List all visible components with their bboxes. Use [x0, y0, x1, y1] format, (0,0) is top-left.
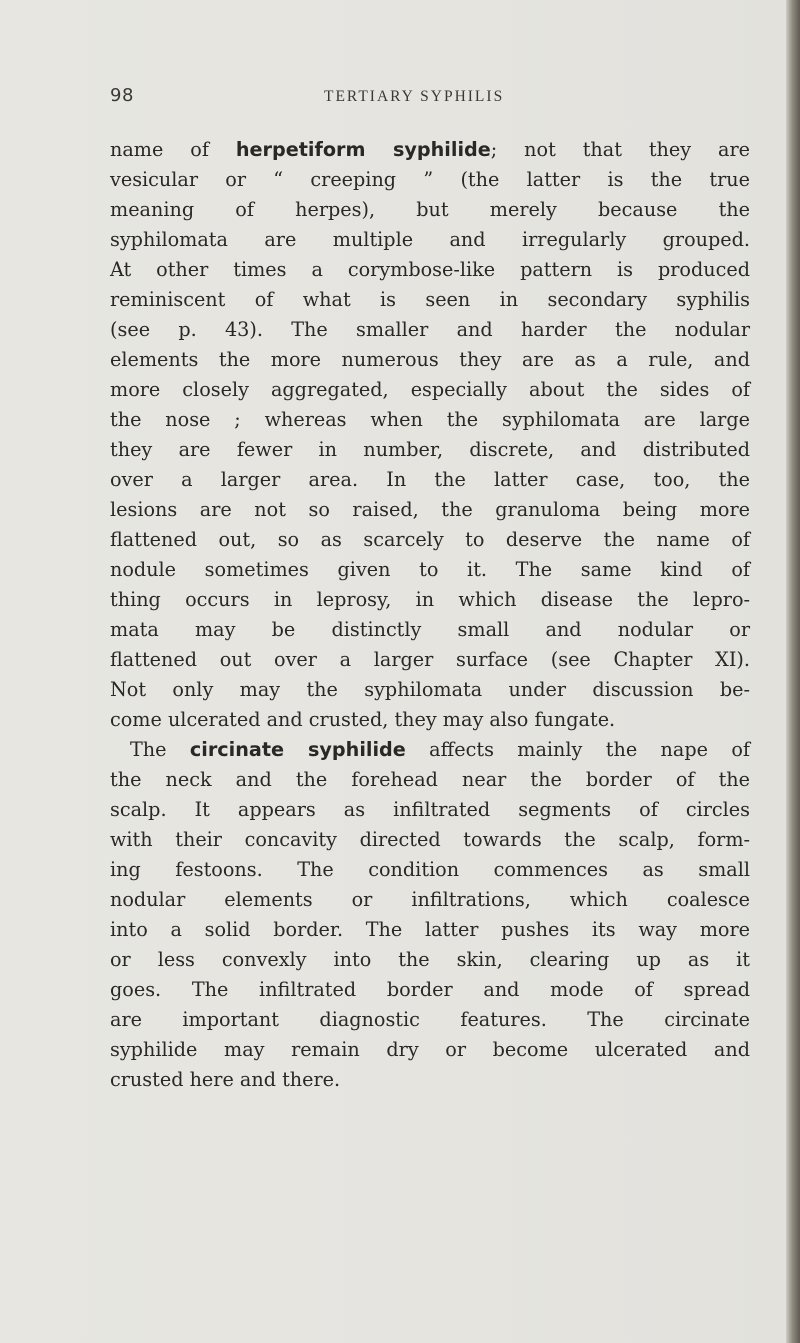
body-text	[110, 135, 750, 1095]
bold-term: herpetiform syphilide	[235, 138, 491, 161]
text-line	[110, 195, 750, 225]
text-line	[110, 435, 750, 465]
text-segment: elements the more numerous they are as a rule, and	[110, 348, 750, 371]
text-line	[110, 735, 750, 765]
text-segment: ing festoons. The condition commences as small	[110, 858, 750, 881]
text-segment: they are fewer in number, discrete, and distributed	[110, 438, 750, 461]
text-line	[110, 975, 750, 1005]
text-line	[110, 285, 750, 315]
page-number: 98	[110, 85, 134, 106]
text-segment: into a solid border. The latter pushes its way more	[110, 918, 750, 941]
text-line	[110, 405, 750, 435]
text-segment: crusted here and there.	[110, 1068, 341, 1091]
text-segment: flattened out over a larger surface (see Chapter XI).	[110, 648, 750, 671]
text-segment: goes. The infiltrated border and mode of spread	[110, 978, 750, 1001]
text-line	[110, 1065, 750, 1095]
text-segment: affects mainly the nape of	[405, 738, 751, 761]
text-line	[110, 705, 750, 735]
text-segment: nodule sometimes given to it. The same kind of	[110, 558, 750, 581]
text-line	[110, 885, 750, 915]
text-line	[110, 585, 750, 615]
page-header	[110, 85, 750, 115]
text-segment: with their concavity directed towards the scalp, form-	[110, 828, 750, 851]
text-segment: come ulcerated and crusted, they may also fungate.	[110, 708, 616, 731]
text-line	[110, 915, 750, 945]
text-segment: vesicular or “ creeping ” (the latter is the true	[110, 168, 750, 191]
text-line	[110, 555, 750, 585]
text-line	[110, 1035, 750, 1065]
text-segment: syphilomata are multiple and irregularly grouped.	[110, 228, 750, 251]
text-line	[110, 675, 750, 705]
text-segment: At other times a corymbose-like pattern is produced	[110, 258, 750, 281]
text-line	[110, 645, 750, 675]
text-line	[110, 525, 750, 555]
text-line	[110, 1005, 750, 1035]
text-segment: the neck and the forehead near the border of the	[110, 768, 750, 791]
text-line	[110, 795, 750, 825]
text-line	[110, 375, 750, 405]
text-segment: flattened out, so as scarcely to deserve the name of	[110, 528, 750, 551]
text-segment: are important diagnostic features. The circinate	[110, 1008, 750, 1031]
text-line	[110, 825, 750, 855]
text-line	[110, 615, 750, 645]
text-segment: over a larger area. In the latter case, too, the	[110, 468, 750, 491]
text-segment: thing occurs in leprosy, in which disease the lepro-	[110, 588, 750, 611]
text-segment: The	[130, 738, 190, 761]
text-line	[110, 225, 750, 255]
text-line	[110, 315, 750, 345]
text-segment: more closely aggregated, especially about the sides of	[110, 378, 750, 401]
running-head: TERTIARY SYPHILIS	[324, 88, 505, 105]
text-line	[110, 765, 750, 795]
text-segment: scalp. It appears as infiltrated segments of circles	[110, 798, 750, 821]
text-segment: reminiscent of what is seen in secondary syphilis	[110, 288, 750, 311]
text-segment: or less convexly into the skin, clearing up as it	[110, 948, 750, 971]
text-line	[110, 945, 750, 975]
text-segment: Not only may the syphilomata under discussion be-	[110, 678, 750, 701]
text-line	[110, 135, 750, 165]
text-line	[110, 465, 750, 495]
text-segment: meaning of herpes), but merely because the	[110, 198, 750, 221]
book-spine-shadow	[786, 0, 800, 1343]
text-line	[110, 495, 750, 525]
text-line	[110, 345, 750, 375]
text-segment: name of	[110, 138, 236, 161]
text-segment: ; not that they are	[490, 138, 750, 161]
text-line	[110, 255, 750, 285]
text-line	[110, 165, 750, 195]
text-segment: (see p. 43). The smaller and harder the nodular	[110, 318, 750, 341]
text-segment: nodular elements or infiltrations, which coalesce	[110, 888, 750, 911]
text-line	[110, 855, 750, 885]
text-segment: the nose ; whereas when the syphilomata are large	[110, 408, 750, 431]
text-segment: syphilide may remain dry or become ulcerated and	[110, 1038, 750, 1061]
text-segment: lesions are not so raised, the granuloma being more	[110, 498, 750, 521]
bold-term: circinate syphilide	[189, 738, 406, 761]
text-segment: mata may be distinctly small and nodular or	[110, 618, 750, 641]
